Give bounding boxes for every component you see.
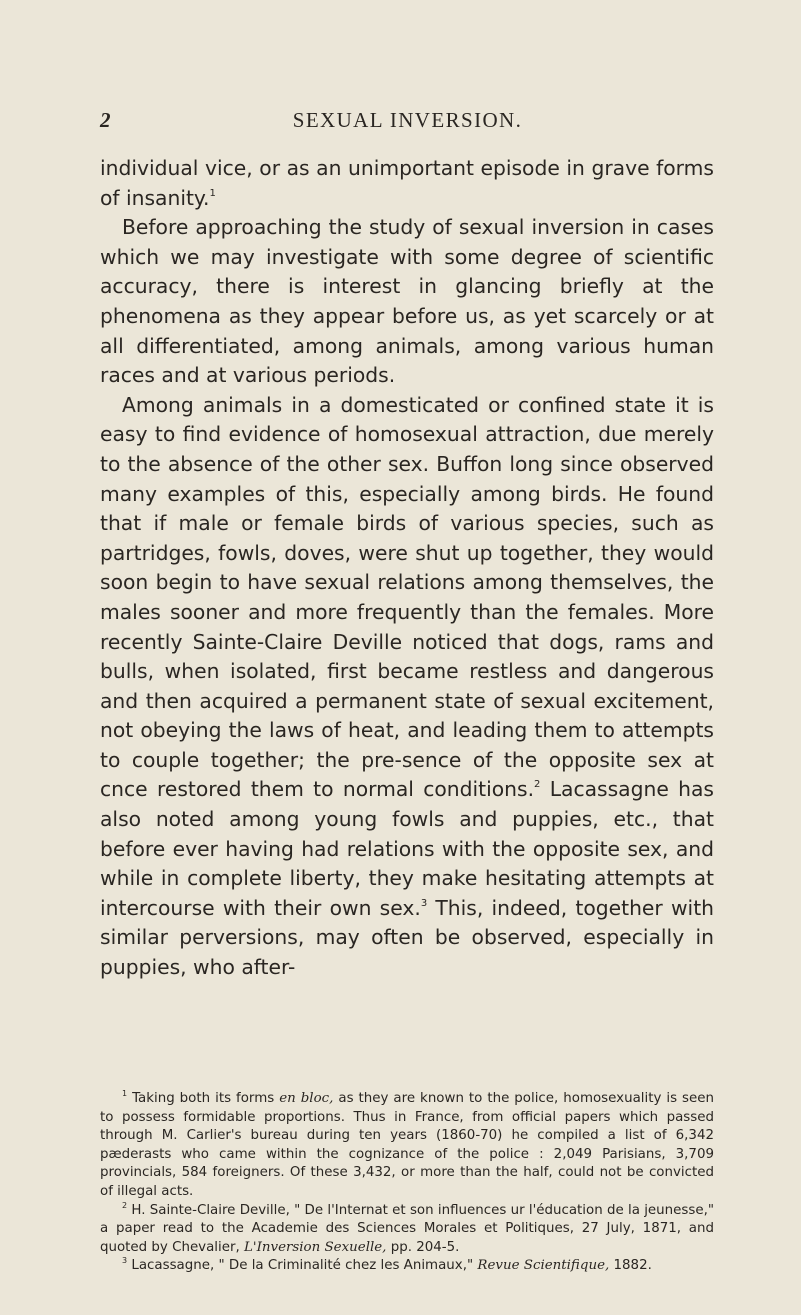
running-title: SEXUAL INVERSION. [292,108,523,132]
paragraph-approach: Before approaching the study of sexual inversion in cases which we may investigate with some degree of scientific accuracy, there is interest in glancing briefly at the phenomena as they appear before us, as yet scarcely or at all differentiated, among animals, among various human races and at various periods. [100,215,714,388]
footnote-2: $^2$ H. Sainte-Claire Deville, " De l'Internat et son influences ur l'éducation de la jeunesse," a paper read to the Academie des Sciences Morales et Politiques, 27 July, 1871, and quoted by Chevalier, L'Inversion Sexuelle, pp. 204-5. [100,1200,714,1255]
footnote-1: $^1$ Taking both its forms en bloc, as they are known to the police, homosexuality is seen to possess formidable proportions. Thus in France, from official papers which passed through M. Carlier's bureau during ten years (1860-70) he compiled a list of 6,342 pæderasts who came within the cognizance of the police : 2,049 Parisians, 3,709 provincials, 584 foreigners. Of these 3,432, or more than the half, could not be convicted of illegal acts. [100,1089,714,1199]
footnote-ref-1: 1 [209,187,216,199]
paragraph-continuation: individual vice, or as an unimportant episode in grave forms of insanity.$^1$ [100,156,714,210]
running-head [100,108,715,138]
body-text [100,154,714,983]
footnote-ref-2: 2 [534,779,541,791]
footnotes [100,1090,714,1276]
footnote-ref-3: 3 [420,897,428,909]
paragraph-animals: Among animals in a domesticated or confined state it is easy to find evidence of homosexual attraction, due merely to the absence of the other sex. Buffon long since observed many examples of this, especially among birds. He found that if male or female birds of various species, such as partridges, fowls, doves, were shut up together, they would soon begin to have sexual relations among themselves, the males sooner and more frequently than the females. More recently Sainte-Claire Deville noticed that dogs, rams and bulls, when isolated, first became restless and dangerous and then acquired a permanent state of sexual excitement, not obeying the laws of heat, and leading them to attempts to couple together; the pre-sence of the opposite sex at cnce restored them to normal conditions.$^2$ Lacassagne has also noted among young fowls and puppies, etc., that before ever having had relations with the opposite sex, and while in complete liberty, they make hesitating attempts at intercourse with their own sex.$^3$ This, indeed, together with similar perversions, may often be observed, especially in puppies, who after- [100,392,714,980]
page-number: 2 [100,108,112,132]
footnote-3: $^3$ Lacassagne, " De la Criminalité chez les Animaux," Revue Scientifique, 1882. [122,1256,652,1274]
